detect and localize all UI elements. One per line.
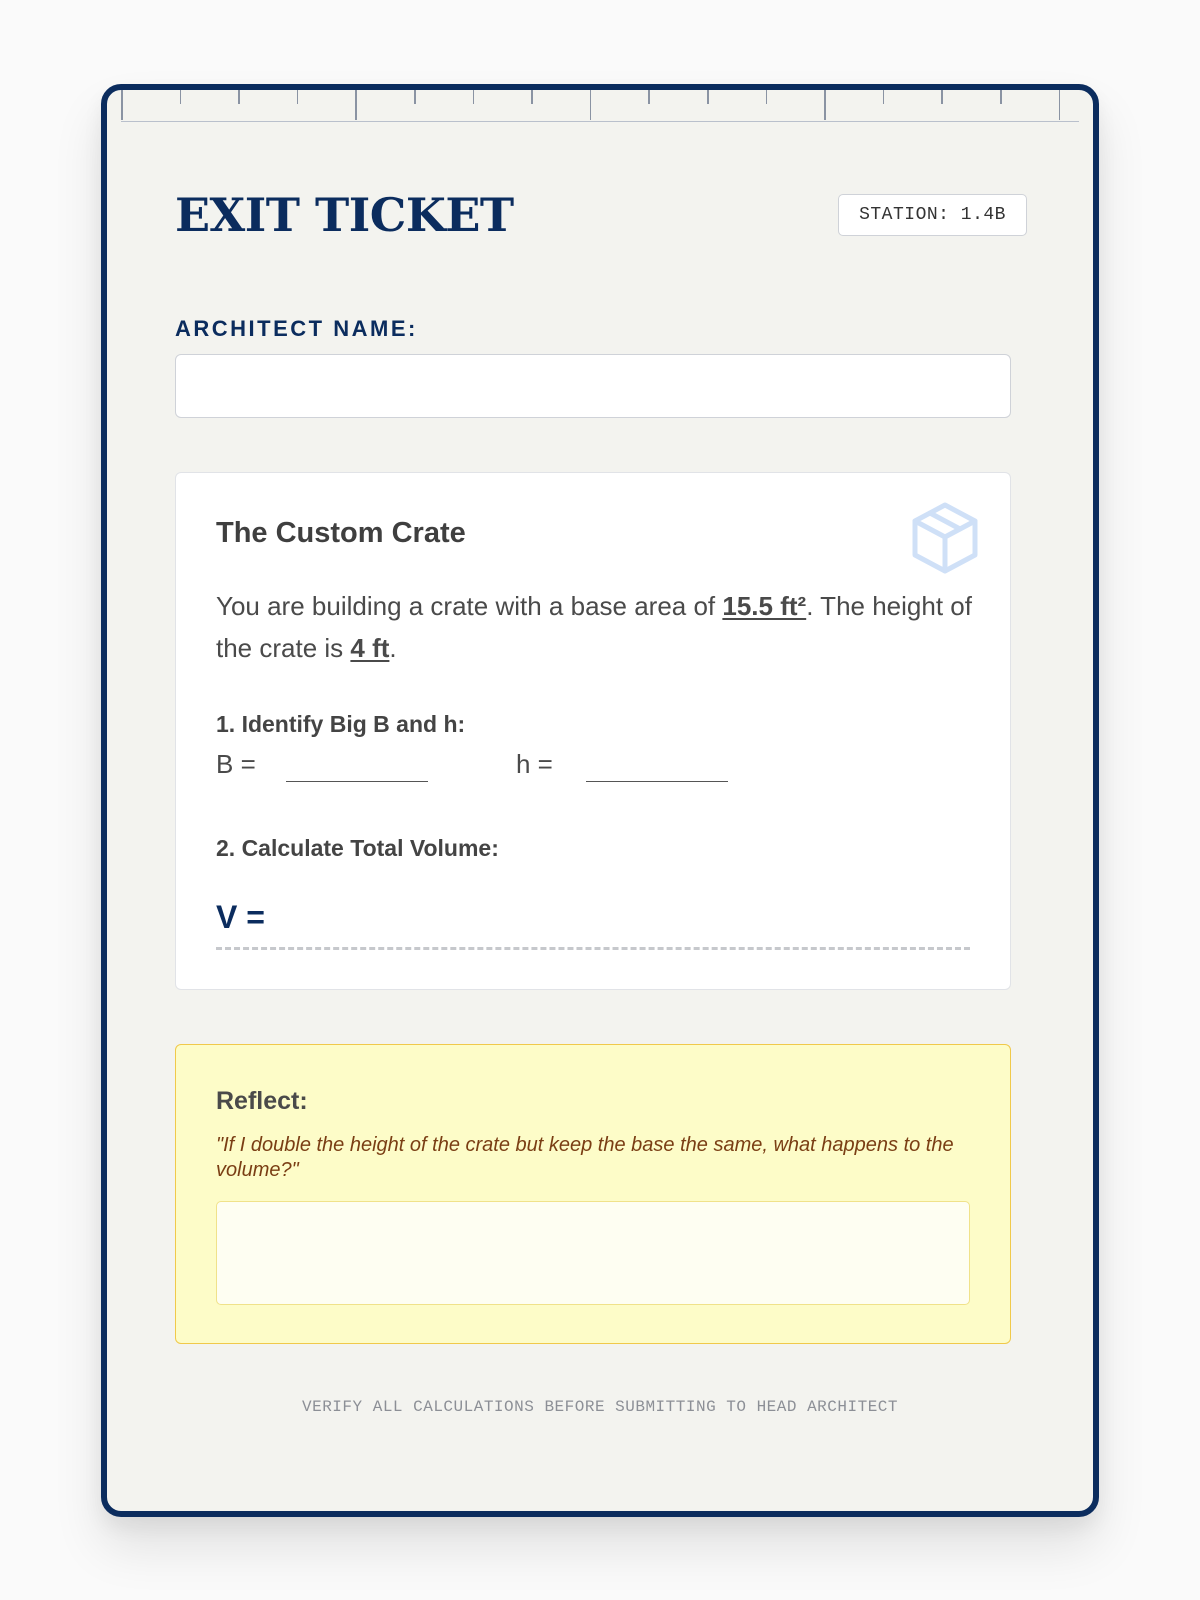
ruler-tick [766,90,768,104]
reflect-label: Reflect: [216,1087,308,1115]
page-title: EXIT TICKET [175,188,514,242]
ruler-tick [1059,90,1061,120]
cube-icon [910,501,980,575]
b-label: B = [216,749,256,779]
step-1-label: 1. Identify Big B and h: [216,711,466,737]
height-value: 4 ft [350,633,390,663]
ruler-tick [648,90,650,104]
ruler-strip [121,90,1079,122]
reflect-answer-input[interactable] [216,1201,970,1305]
ruler-tick [824,90,826,120]
problem-title: The Custom Crate [216,517,466,549]
ruler-tick [531,90,533,104]
ruler-tick [883,90,885,104]
ruler-tick [941,90,943,104]
base-area-value: 15.5 ft² [722,591,807,621]
ruler-tick [297,90,299,104]
architect-name-label: ARCHITECT NAME: [175,316,418,341]
b-answer-line[interactable] [286,781,428,782]
ruler-tick [1000,90,1002,104]
architect-name-input[interactable] [175,354,1011,418]
ruler-tick [121,90,123,120]
ruler-tick [180,90,182,104]
ruler-tick [707,90,709,104]
exit-ticket-card [101,84,1099,1517]
h-label: h = [516,749,553,779]
step-2-label: 2. Calculate Total Volume: [216,835,499,861]
ruler-tick [590,90,592,120]
ruler-tick [355,90,357,120]
reflect-question: "If I double the height of the crate but keep the base the same, what happens to the volume?" [216,1134,954,1181]
ruler-tick [414,90,416,104]
problem-statement: You are building a crate with a base area of 15.5 ft². The height of the crate is 4 ft. [216,591,972,663]
volume-answer-line[interactable] [216,947,970,950]
footer-note: VERIFY ALL CALCULATIONS BEFORE SUBMITTING TO HEAD ARCHITECT [302,1398,898,1416]
h-answer-line[interactable] [586,781,728,782]
problem-card [175,472,1011,990]
ruler-tick [473,90,475,104]
station-badge: STATION: 1.4B [838,194,1027,236]
ruler-tick [238,90,240,104]
volume-label: V = [216,899,265,935]
reflect-card [175,1044,1011,1344]
